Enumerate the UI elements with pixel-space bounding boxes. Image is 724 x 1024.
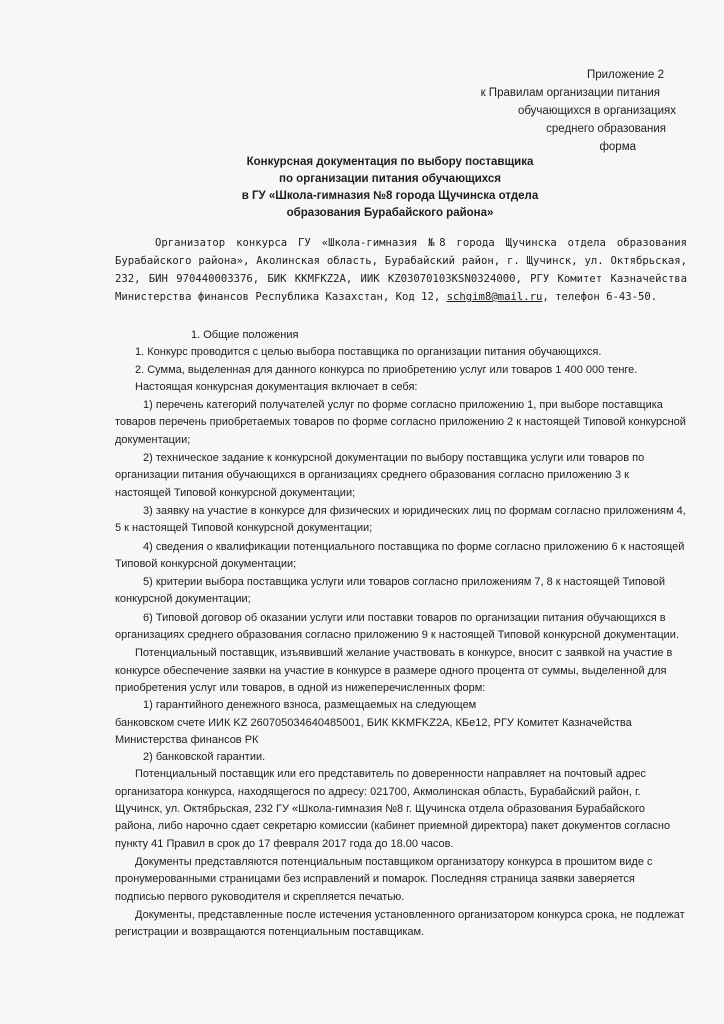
organizer-email: schgim8@mail.ru	[446, 291, 543, 303]
paragraph: 2. Сумма, выделенная для данного конкурса по приобретению услуг или товаров 1 400 000 тенге.	[135, 363, 638, 376]
section-heading: 1. Общие положения	[191, 329, 299, 341]
organizer-paragraph	[115, 234, 687, 306]
organizer-text: Организатор конкурса ГУ «Школа-гимназия №8 города Щучинска отдела образования Бурабайского района», Аколинская область, Бурабайский район, г. Щучинск, ул. Октябрьская, 232, БИН 970440003376, БИК KKMFKZ2A, ИИК KZ03070103KSN0324000, РГУ Комитет Казначейства Министерства финансов Республика Казахстан, Код 12,	[115, 237, 687, 303]
organizer-phone: , телефон 6-43-50.	[542, 291, 658, 303]
paragraph: 1. Конкурс проводится с целью выбора поставщика по организации питания обучающихся.	[135, 346, 602, 359]
title-line: по организации питания обучающихся	[279, 173, 501, 185]
title-line: Конкурсная документация по выбору поставщика	[246, 156, 534, 168]
paragraph: Настоящая конкурсная документация включает в себя:	[135, 380, 418, 393]
title-line: в ГУ «Школа-гимназия №8 города Щучинска отдела	[241, 190, 539, 202]
list-item: 6) Типовой договор об оказании услуги или поставки товаров по организации питания обучающихся в организациях среднего образования согласно приложению 9 к настоящей Типовой конкурсной документации.	[115, 611, 679, 642]
list-item: 2) техническое задание к конкурсной документации по выбору поставщика услуги или товаров по организации питания обучающихся в организациях среднего образования согласно приложению 3 к настоящей Типовой конкурсной документации;	[115, 452, 645, 499]
appendix-education-line: среднего образования	[546, 123, 666, 135]
appendix-rules-line: к Правилам организации питания	[480, 87, 660, 99]
appendix-form-line: форма	[599, 141, 636, 153]
bank-account: банковском счете ИИК KZ 260705034640485001, БИК KKMFKZ2A, КБе12, РГУ Комитет Казначейства Министерства финансов РК	[115, 716, 632, 746]
document-body	[115, 327, 687, 941]
paragraph: Потенциальный поставщик, изъявивший желание участвовать в конкурсе, вносит с заявкой на участие в конкурсе обеспечение заявки на участие в конкурсе в размере одного процента от суммы, выделенной для приобретения услуг или товаров, в одной из нижеперечисленных форм:	[115, 647, 673, 694]
appendix-students-line: обучающихся в организациях	[517, 105, 676, 117]
appendix-header	[436, 66, 676, 156]
list-item: 2) банковской гарантии.	[143, 751, 266, 764]
list-item: 3) заявку на участие в конкурсе для физических и юридических лиц по формам согласно приложениям 4, 5 к настоящей Типовой конкурсной документации;	[115, 504, 686, 535]
list-item: 4) сведения о квалификации потенциального поставщика по форме согласно приложению 6 к настоящей Типовой конкурсной документации;	[115, 540, 685, 570]
document-title	[200, 154, 580, 222]
list-item: 5) критерии выбора поставщика услуги или товаров согласно приложениям 7, 8 к настоящей Типовой конкурсной документации;	[115, 576, 665, 606]
paragraph: Потенциальный поставщик или его представитель по доверенности направляет на почтовый адрес организатора конкурса, находящегося по адресу: 021700, Акмолинская область, Бурабайский район, г. Щучинск, ул. Октябрьская, 232 ГУ «Школа-гимназия №8 г. Щучинска отдела образования Бурабайского района, либо нарочно сдает секретарю комиссии (кабинет приемной директора) пакет документов согласно пункту 41 Правил в срок до 17 февраля 2017 года до 18.00 часов.	[115, 768, 671, 850]
appendix-number: Приложение 2	[586, 69, 664, 81]
paragraph: Документы, представленные после истечения установленного организатором конкурса срока, не подлежат регистрации и возвращаются потенциальным поставщикам.	[115, 908, 685, 939]
list-item: 1) перечень категорий получателей услуг по форме согласно приложению 1, при выборе поставщика товаров перечень приобретаемых товаров по форме согласно приложению 2 к настоящей Типовой конкурсной документации;	[115, 399, 686, 446]
title-line: образования Бурабайского района»	[286, 207, 494, 219]
paragraph: Документы представляются потенциальным поставщиком организатору конкурса в прошитом виде с пронумерованными страницами без исправлений и помарок. Последняя страница заявки заверяется подписью первого руководителя и скрепляется печатью.	[115, 855, 653, 903]
list-item: 1) гарантийного денежного взноса, размещаемых на следующем	[143, 699, 477, 712]
